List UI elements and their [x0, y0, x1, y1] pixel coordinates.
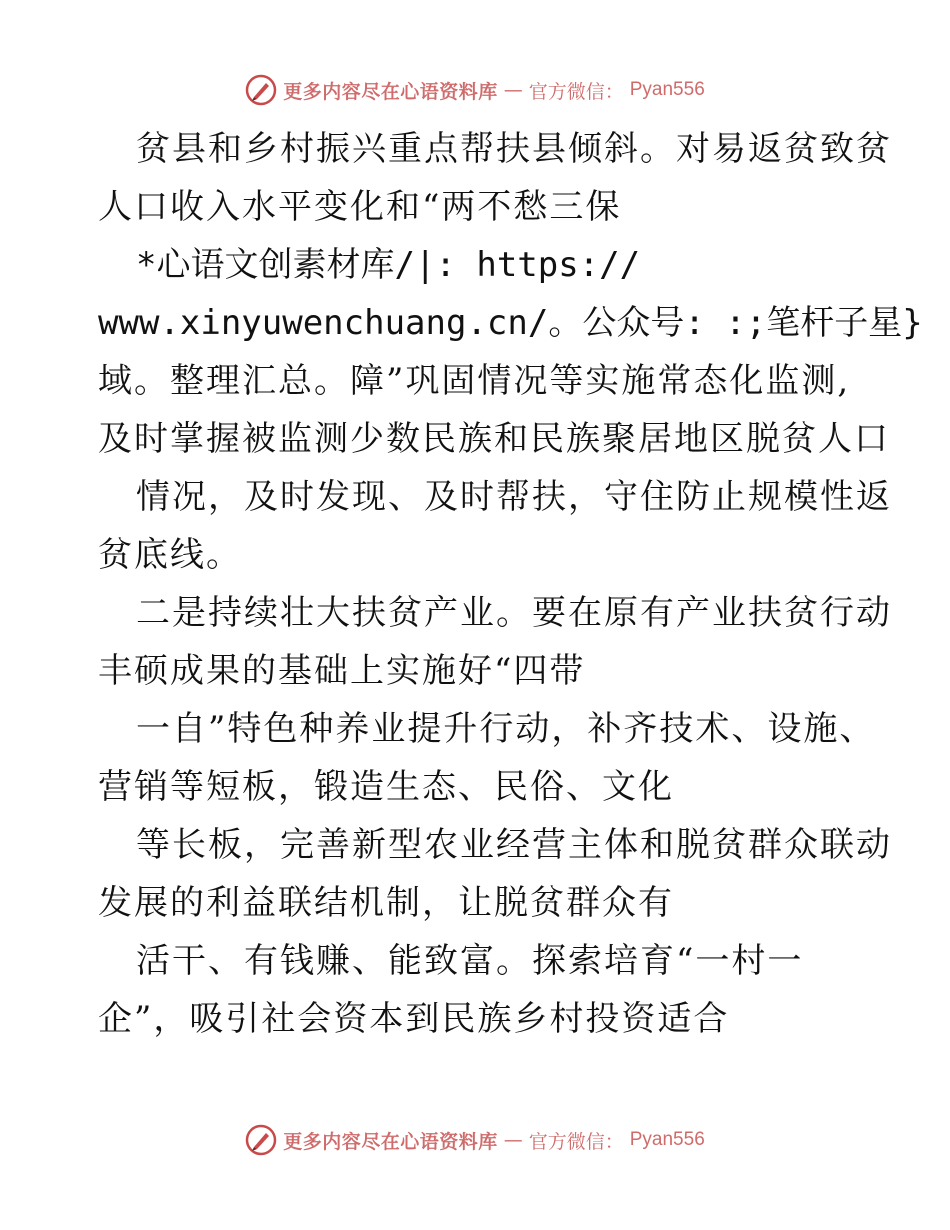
watermark-wechat-label: 官方微信：	[528, 80, 624, 103]
watermark-wechat-id: Pyan556	[629, 1129, 705, 1150]
pen-logo-icon	[245, 74, 277, 106]
pen-logo-icon	[245, 1124, 277, 1156]
text-line: 活干、有钱赚、能致富。探索培育“一村一	[136, 941, 804, 981]
text-line: 及时掌握被监测少数民族和民族聚居地区脱贫人口	[98, 419, 890, 459]
header-watermark	[0, 72, 950, 108]
text-line: 发展的利益联结机制，让脱贫群众有	[98, 883, 674, 923]
text-line: 域。整理汇总。障”巩固情况等实施常态化监测,	[98, 361, 851, 401]
text-line: 营销等短板，锻造生态、民俗、文化	[98, 767, 674, 807]
footer-watermark	[0, 1122, 950, 1158]
watermark-main-text: 更多内容尽在心语资料库	[283, 80, 498, 103]
text-line: 丰硕成果的基础上实施好“四带	[98, 651, 586, 691]
text-line: 贫县和乡村振兴重点帮扶县倾斜。对易返贫致贫	[136, 129, 892, 169]
text-line: 二是持续壮大扶贫产业。要在原有产业扶贫行动	[136, 593, 892, 633]
text-line: 一自”特色种养业提升行动，补齐技术、设施、	[136, 709, 876, 749]
watermark-wechat-label: 官方微信：	[528, 1130, 624, 1153]
text-line: 人口收入水平变化和“两不愁三保	[98, 187, 622, 227]
text-line: 企”，吸引社会资本到民族乡村投资适合	[98, 999, 730, 1039]
text-line: *心语文创素材库/|: https://	[136, 245, 641, 285]
document-body	[98, 120, 923, 1048]
watermark-separator: —	[503, 79, 523, 101]
watermark-main-text: 更多内容尽在心语资料库	[283, 1130, 498, 1153]
watermark-separator: —	[503, 1129, 523, 1151]
watermark-wechat-id: Pyan556	[629, 79, 705, 100]
text-line: www.xinyuwenchuang.cn/。公众号: :;笔杆子星}	[98, 303, 923, 343]
text-line: 情况，及时发现、及时帮扶，守住防止规模性返	[136, 477, 892, 517]
text-line: 等长板，完善新型农业经营主体和脱贫群众联动	[136, 825, 892, 865]
text-line: 贫底线。	[98, 535, 242, 575]
